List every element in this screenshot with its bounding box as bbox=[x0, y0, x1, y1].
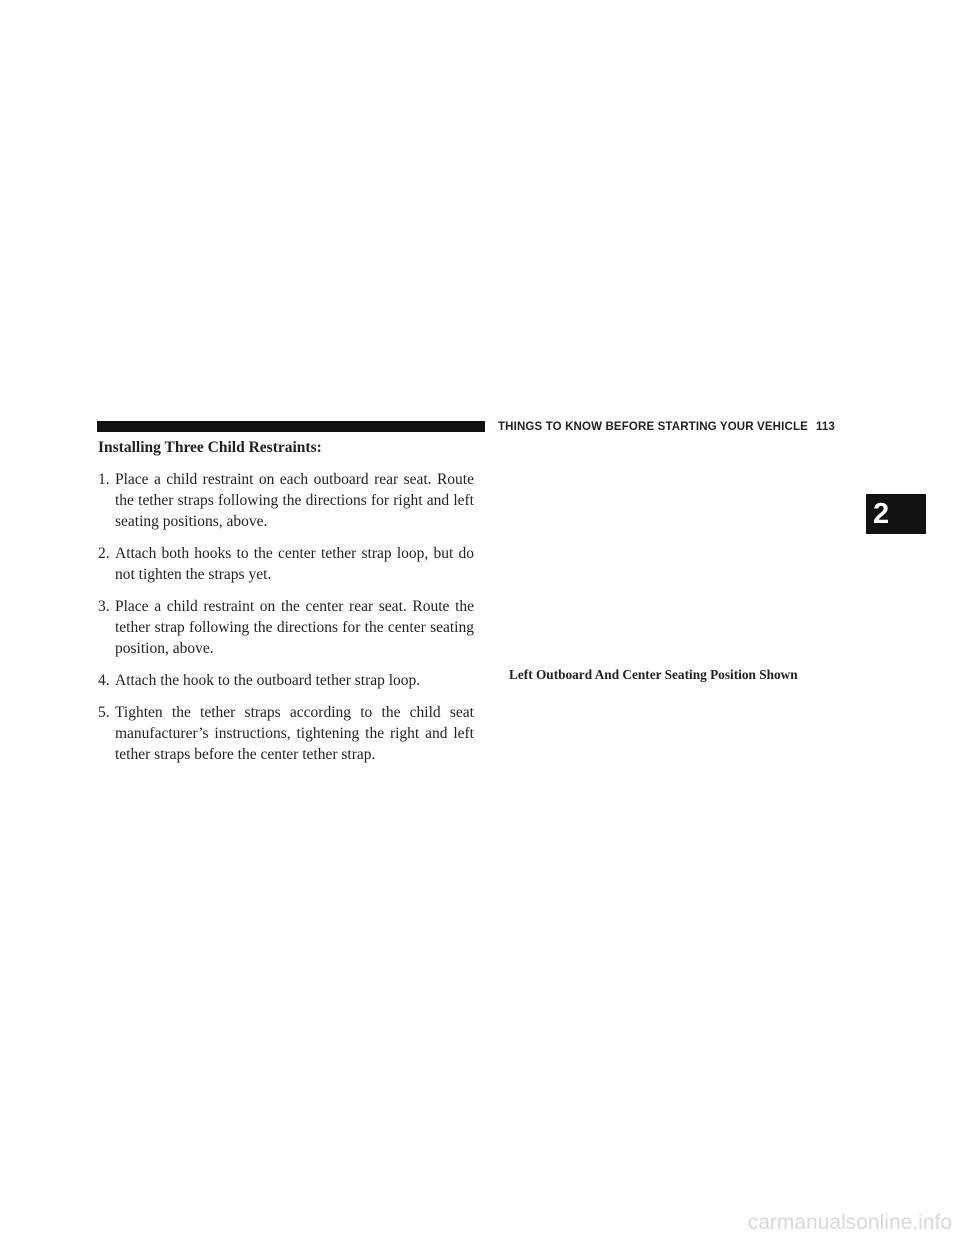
step-item bbox=[98, 543, 474, 585]
step-item bbox=[98, 469, 474, 532]
header-title: THINGS TO KNOW BEFORE STARTING YOUR VEHICLE bbox=[498, 421, 808, 433]
step-text: Tighten the tether straps according to the child seat manufacturer’s instructions, tightening the right and left tether straps before the center tether strap. bbox=[115, 704, 474, 763]
watermark: carmanualsonline.info bbox=[747, 1211, 952, 1234]
step-text: Place a child restraint on each outboard rear seat. Route the tether straps following the directions for right and left seating positions, above. bbox=[115, 471, 474, 530]
steps-list bbox=[98, 469, 474, 765]
step-item bbox=[98, 596, 474, 659]
step-item bbox=[98, 670, 474, 691]
step-number: 2. bbox=[98, 545, 110, 562]
header-rule bbox=[97, 421, 485, 432]
step-number: 5. bbox=[98, 704, 110, 721]
instructions-column bbox=[98, 437, 474, 776]
section-title: Installing Three Child Restraints: bbox=[98, 439, 322, 456]
chapter-tab: 2 bbox=[866, 494, 926, 534]
step-text: Place a child restraint on the center rear seat. Route the tether strap following the directions for the center seating position, above. bbox=[115, 598, 474, 657]
running-header bbox=[498, 418, 868, 436]
step-text: Attach the hook to the outboard tether strap loop. bbox=[115, 672, 421, 689]
step-item bbox=[98, 702, 474, 765]
step-number: 3. bbox=[98, 598, 110, 615]
figure-caption: Left Outboard And Center Seating Position Shown bbox=[509, 667, 798, 682]
step-number: 4. bbox=[98, 672, 110, 689]
step-text: Attach both hooks to the center tether strap loop, but do not tighten the straps yet. bbox=[115, 545, 474, 583]
page-number: 113 bbox=[815, 421, 835, 433]
step-number: 1. bbox=[98, 471, 110, 488]
